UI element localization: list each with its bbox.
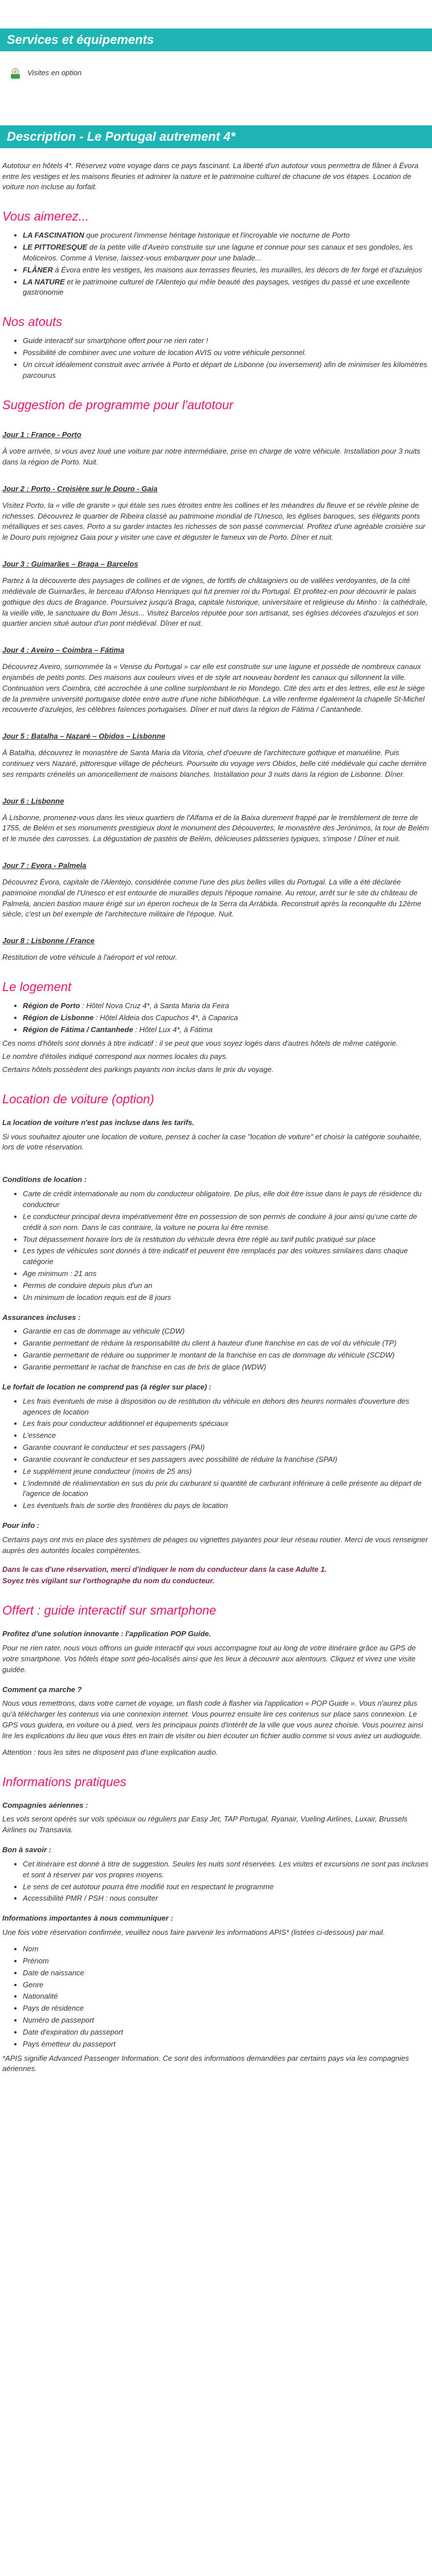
- day-1-title: Jour 1 : France - Porto: [2, 430, 81, 439]
- list-item: • Un minimum de location requis est de 8 jours: [23, 1293, 430, 1303]
- logement-note: Certains hôtels possèdent des parkings payants non inclus dans le prix du voyage.: [2, 1065, 274, 1074]
- day-5-title: Jour 5 : Batalha – Nazaré – Obidos – Lisbonne: [2, 732, 166, 741]
- bon-title: Bon à savoir :: [2, 1845, 51, 1854]
- list-item: • Nom: [23, 1944, 430, 1955]
- day-6-text: À Lisbonne, promenez-vous dans les vieux quartiers de l'Alfama et de la Baixa durement frappé par le tremblement de terre de 1755, de Belém et ses monuments prestigieux dont le monument des Découvertes, le monastère des Jerónimos, la tour de Belém et le musée des carrosses. La dégustation de pastéis de Belém, délicieuses pâtisseries typiques, s'impose ! Dîner et nuit.: [2, 813, 429, 843]
- guide-p1: Pour ne rien rater, nous vous offrons un guide interactif qui vous accompagne tout au long de votre itinéraire grâce au GPS de votre smartphone. Vos hôtels étape sont géo-localisés ainsi que les lieux à découvrir aux alentours. Cliquez et vivez une visite guidée.: [2, 1644, 416, 1674]
- services-row: [0, 51, 432, 90]
- day-5-text: À Batalha, découvrez le monastère de Santa Maria da Vitoria, chef d'oeuvre de l'architecture gothique et manuéline. Puis continuez vers Nazaré, pittoresque village de pêcheurs. Poursuite du voyage vers Obidos, belle cité médiévale qui cache derrière ses remparts crénelés un amoncellement de maisons blanches. Installation pour 3 nuits dans la région de Lisbonne. Dîner.: [2, 748, 427, 778]
- location-title: Location de voiture (option): [2, 1091, 154, 1106]
- pratiques-title: Informations pratiques: [2, 1774, 127, 1789]
- list-item: • Garantie permettant de réduire ou supprimer le montant de la franchise en cas de dommage du véhicule (SCDW): [23, 1350, 430, 1361]
- list-item: • Région de Lisbonne : Hôtel Aldeia dos Capuchos 4*, à Caparica: [23, 1013, 430, 1024]
- adulte-note: Dans le cas d'une réservation, merci d'indiquer le nom du conducteur dans la case Adulte 1.: [2, 1564, 327, 1574]
- nos-atouts-list: [2, 336, 430, 381]
- day-2-title: Jour 2 : Porto - Croisière sur le Douro - Gaia: [2, 484, 158, 493]
- list-item: • Le supplément jeune conducteur (moins de 25 ans): [23, 1466, 430, 1477]
- vous-aimerez-list: [2, 230, 430, 298]
- list-item: • Les frais éventuels de mise à disposition ou de restitution du véhicule en dehors des heures normales d'ouverture des agences de location: [23, 1396, 430, 1418]
- comm-intro: Une fois votre réservation confirmée, veuillez nous faire parvenir les informations APIS* (listées ci-dessous) par mail.: [2, 1928, 385, 1937]
- list-item: • Nationalité: [23, 1991, 430, 2002]
- companies-text: Les vols seront opérés sur vols spéciaux ou réguliers par Easy Jet, TAP Portugal, Ryanair, Vueling Airlines, Luxair, Brussels Airlines ou Transavia.: [2, 1815, 408, 1835]
- list-item: • LE PITTORESQUE de la petite ville d'Aveiro construite sur une lagune et connue pour ses canaux et ses gondoles, les Moliceiros. Comme à Venise, laissez-vous embarquer pour une balade...: [23, 242, 430, 264]
- guide-lead: Profitez d'une solution innovante : l'application POP Guide.: [2, 1629, 211, 1638]
- list-item: • Le sens de cet autotour pourra être modifié tout en respectant le programme: [23, 1882, 430, 1893]
- assurances-title: Assurances incluses :: [2, 1313, 81, 1322]
- list-item: • Région de Porto : Hôtel Nova Cruz 4*, à Santa Maria da Feira: [23, 1001, 430, 1012]
- content: [0, 161, 432, 2090]
- companies-title: Compagnies aériennes :: [2, 1800, 88, 1809]
- logement-note: Le nombre d'étoiles indiqué correspond aux normes locales du pays.: [2, 1052, 228, 1061]
- list-item: • Pays émetteur du passeport: [23, 2039, 430, 2050]
- list-item: • Date de naissance: [23, 1968, 430, 1979]
- list-item: • Garantie couvrant le conducteur et ses passagers (PAI): [23, 1442, 430, 1453]
- list-item: • Date d'expiration du passeport: [23, 2027, 430, 2038]
- nos-atouts-title: Nos atouts: [2, 315, 63, 329]
- day-6-title: Jour 6 : Lisbonne: [2, 796, 64, 805]
- logement-title: Le logement: [2, 979, 72, 994]
- description-intro: Autotour en hôtels 4*. Réservez votre voyage dans ce pays fascinant. La liberté d'un autotour vous permettra de flâner à Évora entre les vestiges et les maisons fleuries et admirer la nature et le patrimoine culturel de chacune de vos étapes. Location de voiture non incluse au forfait.: [2, 161, 419, 191]
- day-1-text: À votre arrivée, si vous avez loué une voiture par notre intermédiaire, prise en charge de votre véhicule. Installation pour 3 nuits dans la région de Porto. Nuit.: [2, 447, 421, 467]
- services-item: Visites en option: [27, 68, 82, 78]
- guide-attention: Attention : tous les sites ne disposent pas d'une explication audio.: [2, 1747, 218, 1756]
- apis-note: *APIS signifie Advanced Passenger Information. Ce sont des informations demandées par certains pays via les compagnies aériennes.: [2, 2053, 409, 2073]
- list-item: • Prénom: [23, 1956, 430, 1967]
- list-item: • Garantie permettant le rachat de franchise en cas de bris de glace (WDW): [23, 1362, 430, 1373]
- list-item: • Cet itinéraire est donné à titre de suggestion. Seules les nuits sont réservées. Les visites et excursions ne sont pas incluses et sont à réserver par vos propres moyens.: [23, 1859, 430, 1881]
- day-3-title: Jour 3 : Guimarães – Braga – Barcelos: [2, 560, 138, 569]
- list-item: • Possibilité de combiner avec une voiture de location AVIS ou votre véhicule personnel.: [23, 348, 430, 358]
- excursion-icon: [9, 67, 22, 80]
- info-text: Certains pays ont mis en place des systèmes de péages ou vignettes payantes pour leur réseau routier. Merci de vous renseigner auprès des autorités locales compétentes.: [2, 1535, 428, 1555]
- guide-title: Offert : guide interactif sur smartphone: [2, 1603, 217, 1618]
- day-4-title: Jour 4 : Aveiro – Coimbra – Fátima: [2, 646, 125, 655]
- list-item: • Genre: [23, 1980, 430, 1991]
- programme-title: Suggestion de programme pour l'autotour: [2, 397, 234, 412]
- list-item: • Garantie permettant de réduire la responsabilité du client à hauteur d'une franchise en cas de vol du véhicule (TP): [23, 1338, 430, 1349]
- list-item: • Région de Fátima / Cantanhede : Hôtel Lux 4*, à Fátima: [23, 1025, 430, 1036]
- list-item: • L'indemnité de réalimentation en sus du prix du carburant si quantité de carburant inférieure à celle présente au départ de l'agence de location: [23, 1478, 430, 1500]
- list-item: • Un circuit idéalement construit avec arrivée à Porto et départ de Lisbonne (ou inversement) afin de minimiser les kilomètres parcourus: [23, 360, 430, 381]
- location-intro: Si vous souhaitez ajouter une location de voiture, pensez à cocher la case "location de voiture" et choisir la catégorie souhaitée, lors de votre réservation.: [2, 1132, 422, 1152]
- list-item: • Pays de résidence: [23, 2003, 430, 2014]
- conditions-list: [2, 1189, 430, 1303]
- list-item: • Le conducteur principal devra impérativement être en possession de son permis de conduire à jour ainsi qu'une carte de crédit à son nom. Dans le cas contraire, la voiture ne pourra lui être remise.: [23, 1212, 430, 1233]
- day-3-text: Partez à la découverte des paysages de collines et de vignes, de fortifs de châtaigniers ou de vallées verdoyantes, de la cité médiévale de Guimarães, le berceau d'Afonso Henriques qui fut premier roi du Portugal. Et profitez-en pour découvrir le palais gothique des ducs de Bragance. Poursuivez jusqu'à Braga, capitale historique, universitaire et religieuse du Minho : la cathédrale, la vieille ville, le sanctuaire du Bom Jésus... Visitez Barcelos réputée pour son artisanat, ses églises décorées d'azulejos et son quartier ancien situé autour d'un pont médiéval. Dîner et nuit.: [2, 576, 428, 628]
- ortho-note: Soyez très vigilant sur l'orthographe du nom du conducteur.: [2, 1576, 215, 1585]
- services-title: Services et équipements: [0, 28, 432, 51]
- list-item: • LA FASCINATION que procurent l'immense héritage historique et l'incroyable vie nocturne de Porto: [23, 230, 430, 241]
- day-7-text: Découvrez Évora, capitale de l'Alentejo, considérée comme l'une des plus belles villes du Portugal. La ville a été déclarée patrimoine mondial de l'Unesco et est entourée de murailles depuis l'époque romaine. Au retour, arrêt sur le site du château de Palmela, ancien bastion maure érigé sur un éperon rocheux de la Serra da Arrábida. Reconstruit après la reconquête du 12ème siècle, c'est un bel exemple de l'architecture militaire de l'époque. Nuit.: [2, 877, 422, 919]
- location-lead: La location de voiture n'est pas incluse dans les tarifs.: [2, 1118, 194, 1127]
- assurances-list: [2, 1326, 430, 1372]
- day-7-title: Jour 7 : Evora - Palmela: [2, 861, 87, 870]
- list-item: • Garantie en cas de dommage au véhicule (CDW): [23, 1326, 430, 1337]
- bon-list: [2, 1859, 430, 1904]
- list-item: • Accessibilité PMR / PSH : nous consulter: [23, 1893, 430, 1904]
- comm-title: Informations importantes à nous communiquer :: [2, 1914, 173, 1923]
- apis-fields-list: [2, 1944, 430, 2050]
- logement-list: [2, 1001, 430, 1036]
- day-4-text: Découvrez Aveiro, surnommée la « Venise du Portugal » car elle est construite sur une lagune et possède de nombreux canaux enjambés de petits ponts. Des maisons aux couleurs vives et de style art nouveau bordent les canaux qui sillonnent la ville. Continuation vers Coimbra, cité accrochée à une colline surplombant le rio Mondego. Cité des arts et des lettres, elle est le siège de la première université portugaise dotée entre autre d'une riche bibliothèque. La ville renferme également la chapelle St-Michel recouverte d'azulejos, les célèbres faïences portugaises. Dîner et nuit dans la région de Fátima / Cantanhede.: [2, 662, 425, 714]
- list-item: • Les types de véhicules sont donnés à titre indicatif et peuvent être remplacés par des voitures similaires dans chaque catégorie: [23, 1246, 430, 1267]
- logement-note: Ces noms d'hôtels sont donnés à titre indicatif : il se peut que vous soyez logés dans d'autres hôtels de même catégorie.: [2, 1039, 398, 1048]
- forfait-title: Le forfait de location ne comprend pas (à régler sur place) :: [2, 1382, 211, 1391]
- list-item: • L'essence: [23, 1430, 430, 1441]
- list-item: • Permis de conduire depuis plus d'un an: [23, 1281, 430, 1291]
- guide-p2: Nous vous remettrons, dans votre carnet de voyage, un flash code à flasher via l'application « POP Guide ». Vous n'aurez plus qu'à télécharger les contenus via une connexion internet. Vous pourrez ensuite lire ces contenus sur place sans connexion. Le GPS vous guidera, en voiture ou à pied, vers les principaux points d'intérêt de la ville que vous aurez choisie. Vous pourrez ainsi lire les explications du lieu que vous êtes en train de visiter ou bien écouter un fichier audio comme si vous aviez un audioguide.: [2, 1699, 423, 1740]
- list-item: • Age minimum : 21 ans: [23, 1269, 430, 1279]
- list-item: • Guide interactif sur smartphone offert pour ne rien rater !: [23, 336, 430, 347]
- guide-how-title: Comment ça marche ?: [2, 1685, 82, 1694]
- list-item: • FLÂNER à Évora entre les vestiges, les maisons aux terrasses fleuries, les murailles, les décors de fer forgé et d'azulejos: [23, 265, 430, 276]
- list-item: • LA NATURE et le patrimoine culturel de l'Alentejo qui mêle beauté des paysages, vestiges du passé et une excellente gastronomie: [23, 277, 430, 299]
- day-8-title: Jour 8 : Lisbonne / France: [2, 936, 95, 945]
- day-2-text: Visitez Porto, la « ville de granite » qui étale ses rues étroites entre les collines et les méandres du fleuve et se révèle pleine de richesses. Découvrez le quartier de Ribeira classé au patrimoine mondial de l'Unesco, les églises baroques, ses élégants ponts métalliques et ses caves. Porto a su garder intactes les richesses de son passé commercial. Profitez d'une agréable croisière sur le Douro puis rejoignez Gaia pour y visiter une cave et déguster le fameux vin de Porto. Dîner et nuit.: [2, 500, 426, 542]
- list-item: • Tout dépassement horaire lors de la restitution du véhicule devra être réglé au tarif public pratiqué sur place: [23, 1234, 430, 1245]
- description-title: Description - Le Portugal autrement 4*: [0, 125, 432, 148]
- vous-aimerez-title: Vous aimerez...: [2, 209, 89, 224]
- list-item: • Garantie couvrant le conducteur et ses passagers avec possibilité de réduire la franchise (SPAI): [23, 1454, 430, 1465]
- list-item: • Carte de crédit internationale au nom du conducteur obligatoire. De plus, elle doit être issue dans le pays de résidence du conducteur: [23, 1189, 430, 1210]
- info-title: Pour info :: [2, 1521, 39, 1530]
- day-8-text: Restitution de votre véhicule à l'aéroport et vol retour.: [2, 953, 177, 962]
- list-item: • Numéro de passeport: [23, 2015, 430, 2026]
- list-item: • Les frais pour conducteur additionnel et équipements spéciaux: [23, 1419, 430, 1429]
- conditions-title: Conditions de location :: [2, 1175, 87, 1184]
- forfait-list: [2, 1396, 430, 1511]
- list-item: • Les éventuels frais de sortie des frontières du pays de location: [23, 1501, 430, 1511]
